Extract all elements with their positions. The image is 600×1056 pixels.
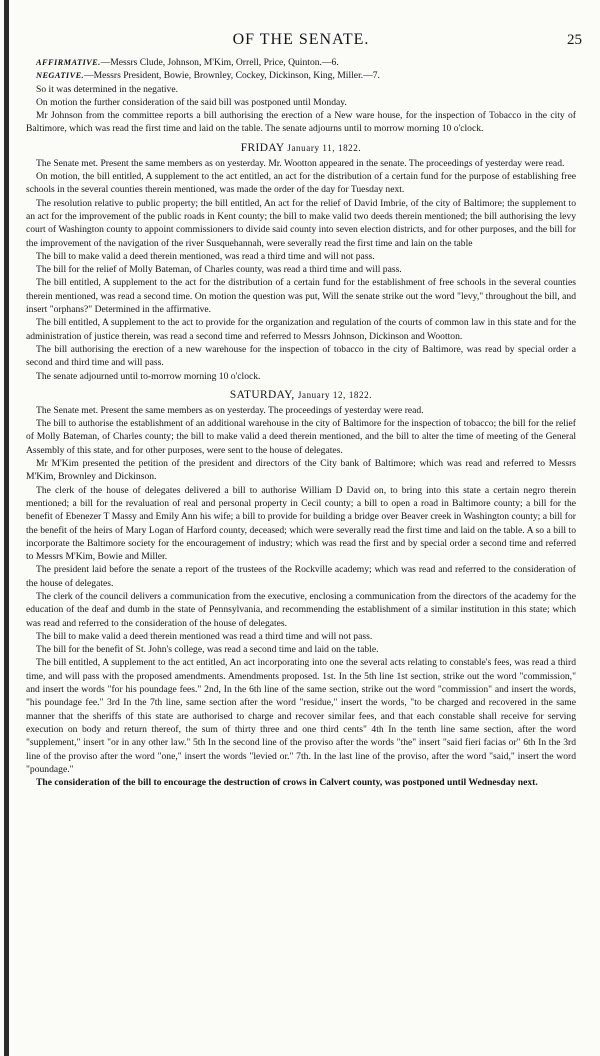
affirmative-label: AFFIRMATIVE. xyxy=(36,58,101,67)
paragraph: The bill to make valid a deed therein mentioned was read a third time and will not pass. xyxy=(36,630,373,642)
affirmative-vote xyxy=(26,56,576,69)
affirmative-names: —Messrs Clude, Johnson, M'Kim, Orrell, Price, Quinton.—6. xyxy=(100,57,339,68)
page xyxy=(26,30,582,789)
paragraph: The Senate met. Present the same members as on yesterday. Mr. Wootton appeared in the senate. The proceedings of yesterday were read. xyxy=(36,157,565,169)
paragraph: The bill authorising the erection of a new warehouse for the inspection of tobacco in the city of Baltimore, was read by special order a second and third time and will pass. xyxy=(26,343,576,369)
negative-names: —Messrs President, Bowie, Brownley, Cockey, Dickinson, King, Miller.—7. xyxy=(84,70,380,82)
friday-proceedings xyxy=(26,157,576,383)
negative-vote xyxy=(26,69,576,82)
saturday-proceedings xyxy=(26,404,576,790)
friday-heading xyxy=(26,140,576,156)
paragraph: So it was determined in the negative. xyxy=(36,83,179,95)
page-title: OF THE SENATE. xyxy=(232,31,370,48)
paragraph: The Senate met. Present the same members as on yesterday. The proceedings of yesterday were read. xyxy=(36,404,424,416)
paragraph: The bill for the benefit of St. John's college, was read a second time and laid on the table. xyxy=(36,644,379,656)
page-number: 25 xyxy=(567,32,582,48)
paragraph: The bill entitled, A supplement to the act to provide for the organization and regulation of the courts of common law in this state and for the administration of justice therein, was read a second time and referred to Messrs Johnson, Dickinson and Wootton. xyxy=(26,317,576,342)
paragraph: The bill to make valid a deed therein mentioned, was read a third time and will not pass. xyxy=(36,250,375,262)
paragraph: Mr M'Kim presented the petition of the president and directors of the City bank of Baltimore; which was read and referred to Messrs M'Kim, Brownley and Dickinson. xyxy=(26,458,576,483)
paragraph: The bill entitled, A supplement to the act entitled, An act incorporating into one the several acts relating to constable's fees, was read a third time, and will pass with the proposed amendments. Amendments proposed. 1st. In the 5th line 1st section, strike out the word "commission," and insert the words "for his poundage fees." 2nd, In the 6th line of the same section, strike out the word "commission" and insert the words, "his poundage fee." 3rd In the 7th line, same section after the word "residue," insert the words, "to be charged and recovered in the same manner that the sheriffs of this state are authorised to charge and recover similar fees, and that each constable shall receive for serving execution on body and return thereof, the sum of thirty three and one third cents" 4th In the tenth line same section, after the word "supplement," insert "or in any other law." 5th In the second line of the proviso after the words "the" insert "said fieri facias or" 6th In the 3rd line of the proviso after the word "one," insert the words "levied or." 7th. In the last line of the proviso, after the word "said," insert the word "poundage." xyxy=(26,657,576,775)
negative-label: NEGATIVE. xyxy=(36,71,85,81)
paragraph: The resolution relative to public property; the bill entitled, An act for the relief of David Imbrie, of the city of Baltimore; the supplement to an act for the improvement of the public roads in Kent county; the bill to make valid two deeds therein mentioned; the bill authorising the levy court of Washington county to appoint commissioners to divide said county into seven election districts, and for other purposes, and the bill for the improvement of the navigation of the river Susquehannah, were severally read the first time and lain on the table xyxy=(26,197,576,249)
running-head xyxy=(26,30,582,52)
vote-section xyxy=(26,56,576,136)
day-name: SATURDAY, xyxy=(229,388,295,401)
paragraph: The senate adjourned until to-morrow morning 10 o'clock. xyxy=(36,370,261,382)
day-date: January 11, 1822. xyxy=(287,142,362,153)
binding-rule xyxy=(4,0,9,1056)
paragraph: The president laid before the senate a report of the trustees of the Rockville academy; which was read and referred to the consideration of the house of delegates. xyxy=(26,564,576,589)
paragraph: The clerk of the council delivers a communication from the executive, enclosing a communication from the directors of the academy for the education of the deaf and dumb in the state of Pennsylvania, and recommending the establishment of a similar institution in this state; which was read and referred to the consideration of the house of delegates. xyxy=(26,590,576,629)
paragraph: The bill entitled, A supplement to the act for the distribution of a certain fund for the establishment of free schools in the several counties therein mentioned, was read a second time. On motion the question was put, Will the senate strike out the word "levy," throughout the bill, and insert "orphans?" Determined in the affirmative. xyxy=(26,277,576,316)
day-name: FRIDAY xyxy=(240,141,285,154)
paragraph: On motion the further consideration of the said bill was postponed until Monday. xyxy=(36,96,347,108)
paragraph: Mr Johnson from the committee reports a bill authorising the erection of a New ware house, for the inspection of Tobacco in the city of Baltimore, which was read the first time and laid on the table. The senate adjourns until to morrow morning 10 o'clock. xyxy=(26,110,576,135)
saturday-heading xyxy=(26,387,576,403)
paragraph: On motion, the bill entitled, A supplement to the act entitled, an act for the distribution of a certain fund for the purpose of establishing free schools in the several counties therein mentioned, was made the order of the day for Tuesday next. xyxy=(26,171,576,196)
paragraph: The bill for the relief of Molly Bateman, of Charles county, was read a third time and will pass. xyxy=(36,264,402,276)
paragraph: The consideration of the bill to encourage the destruction of crows in Calvert county, was postponed until Wednesday next. xyxy=(36,777,538,789)
day-date: January 12, 1822. xyxy=(297,389,373,400)
paragraph: The bill to authorise the establishment of an additional warehouse in the city of Baltimore for the inspection of tobacco; the bill for the relief of Molly Bateman, of Charles county; the bill to make valid a deed therein mentioned, and the bill to alter the time of meeting of the General Assembly of this state, and for other purposes, were sent to the house of delegates. xyxy=(26,418,576,456)
paragraph: The clerk of the house of delegates delivered a bill to authorise William D David on, to bring into this state a certain negro therein mentioned; a bill for the revaluation of real and personal property in Cecil county; a bill to open a road in Baltimore county; a bill for the benefit of Ebenezer T Massy and Emily Ann his wife; a bill to provide for building a bridge over Beaver creek in Washington county; a bill for the benefit of the heirs of Mary Logan of Harford county, deceased; which were severally read the first time and laid on the table. A so a bill to incorporate the Baltimore society for the encouragement of industry; which was read the first and by special order a second time and referred to Messrs M'Kim, Bowie and Miller. xyxy=(26,484,576,563)
